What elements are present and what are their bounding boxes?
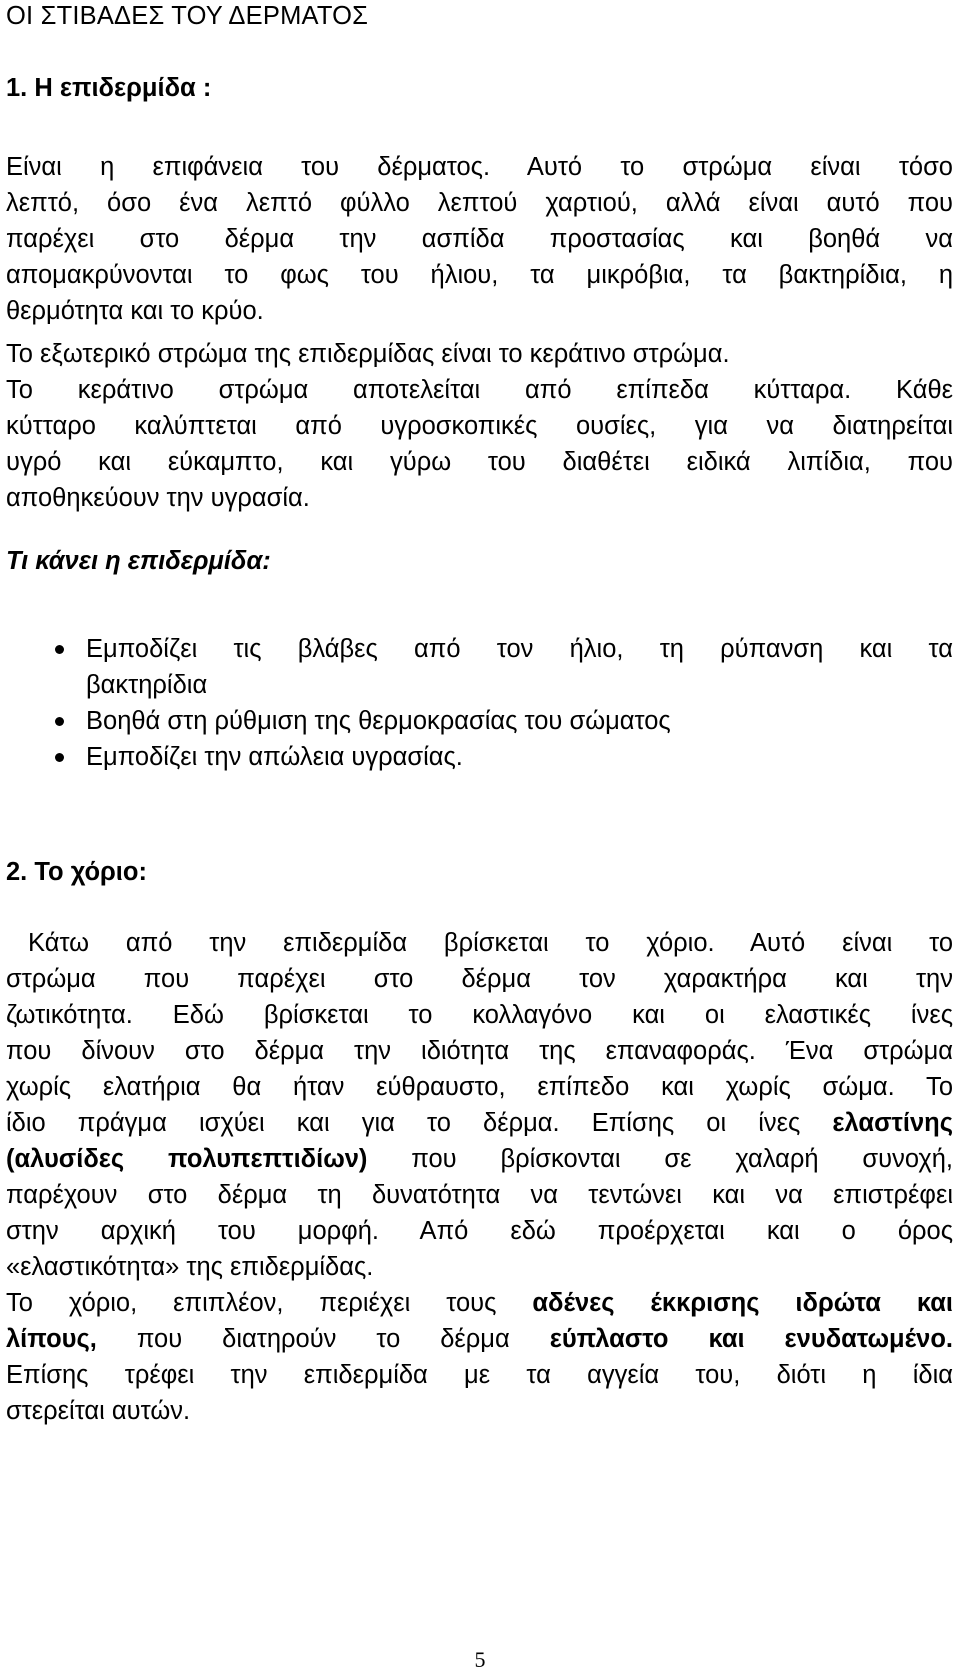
text-line: κύτταρο καλύπτεται από υγροσκοπικές ουσίες, για να διατηρείται (6, 412, 953, 440)
text-line: που δίνουν στο δέρμα την ιδιότητα της επαναφοράς. Ένα στρώμα (6, 1037, 953, 1065)
text-line: στρώμα που παρέχει στο δέρμα τον χαρακτήρα και την (6, 965, 953, 993)
bullet-icon (55, 645, 64, 654)
document-title: ΟΙ ΣΤΙΒΑΔΕΣ ΤΟΥ ΔΕΡΜΑΤΟΣ (6, 2, 369, 30)
bold-term-supple-hydrated: εύπλαστο και ενυδατωμένο. (549, 1325, 953, 1353)
text-run: Το χόριο, επιπλέον, περιέχει τους (6, 1289, 533, 1317)
text-line: ζωτικότητα. Εδώ βρίσκεται το κολλαγόνο και οι ελαστικές ίνες (6, 1001, 953, 1029)
bold-term-polypeptide-chains: (αλυσίδες πολυπεπτιδίων) (6, 1145, 368, 1173)
text-line: Επίσης τρέφει την επιδερμίδα με τα αγγεία του, διότι η ίδια (6, 1361, 953, 1389)
text-line: Εμποδίζει τις βλάβες από τον ήλιο, τη ρύπανση και τα (86, 635, 953, 663)
bullet-icon (55, 717, 64, 726)
text-line: απομακρύνονται το φως του ήλιου, τα μικρόβια, τα βακτηρίδια, η (6, 261, 953, 289)
text-line: Είναι η επιφάνεια του δέρματος. Αυτό το στρώμα είναι τόσο (6, 153, 953, 181)
text-line: βακτηρίδια (86, 671, 208, 699)
list-item (0, 703, 953, 739)
text-line: Εμποδίζει την απώλεια υγρασίας. (86, 743, 463, 771)
text-line: παρέχουν στο δέρμα τη δυνατότητα να τεντώνει και να επιστρέφει (6, 1181, 953, 1209)
text-line: παρέχει στο δέρμα την ασπίδα προστασίας και βοηθά να (6, 225, 953, 253)
text-line: αποθηκεύουν την υγρασία. (6, 484, 310, 512)
paragraph-epidermis-intro (6, 149, 953, 329)
paragraph-stratum-corneum (6, 336, 953, 516)
bullet-icon (55, 753, 64, 762)
text-run: που βρίσκονται σε χαλαρή συνοχή, (367, 1145, 953, 1173)
text-line (6, 1285, 953, 1321)
text-line: χωρίς ελατήρια θα ήταν εύθραυστο, επίπεδο και χωρίς σώμα. Το (6, 1073, 953, 1101)
text-line (6, 1321, 953, 1357)
functions-list (0, 631, 960, 775)
text-line (6, 1105, 953, 1141)
text-line: Κάτω από την επιδερμίδα βρίσκεται το χόριο. Αυτό είναι το (28, 929, 953, 957)
list-item (0, 631, 953, 703)
text-line: στερείται αυτών. (6, 1397, 191, 1425)
text-line: Το κεράτινο στρώμα αποτελείται από επίπεδα κύτταρα. Κάθε (6, 376, 953, 404)
section-heading-dermis: 2. Το χόριο: (6, 858, 147, 886)
text-line: υγρό και εύκαμπτο, και γύρω του διαθέτει ειδικά λιπίδια, που (6, 448, 953, 476)
text-line: Το εξωτερικό στρώμα της επιδερμίδας είναι το κεράτινο στρώμα. (6, 340, 730, 368)
text-line (6, 1141, 953, 1177)
bold-term-sweat-glands: αδένες έκκρισης ιδρώτα και (532, 1289, 953, 1317)
text-line: θερμότητα και το κρύο. (6, 297, 264, 325)
text-run: που διατηρούν το δέρμα (96, 1325, 550, 1353)
page-number: 5 (474, 1647, 486, 1672)
text-line: λεπτό, όσο ένα λεπτό φύλλο λεπτού χαρτιού, αλλά είναι αυτό που (6, 189, 953, 217)
text-run: ίδιο πράγμα ισχύει και για το δέρμα. Επίσης οι ίνες (6, 1109, 833, 1137)
text-line: στην αρχική του μορφή. Από εδώ προέρχεται και ο όρος (6, 1217, 953, 1245)
text-line: Βοηθά στη ρύθμιση της θερμοκρασίας του σώματος (86, 707, 671, 735)
paragraph-dermis (6, 925, 953, 1429)
bold-term-sebum: λίπους, (6, 1325, 97, 1353)
list-item (0, 739, 953, 775)
functions-heading: Τι κάνει η επιδερμίδα: (6, 547, 271, 575)
text-line: «ελαστικότητα» της επιδερμίδας. (6, 1253, 374, 1281)
bold-term-elastin: ελαστίνης (832, 1109, 953, 1137)
section-heading-epidermis: 1. Η επιδερμίδα : (6, 74, 212, 102)
